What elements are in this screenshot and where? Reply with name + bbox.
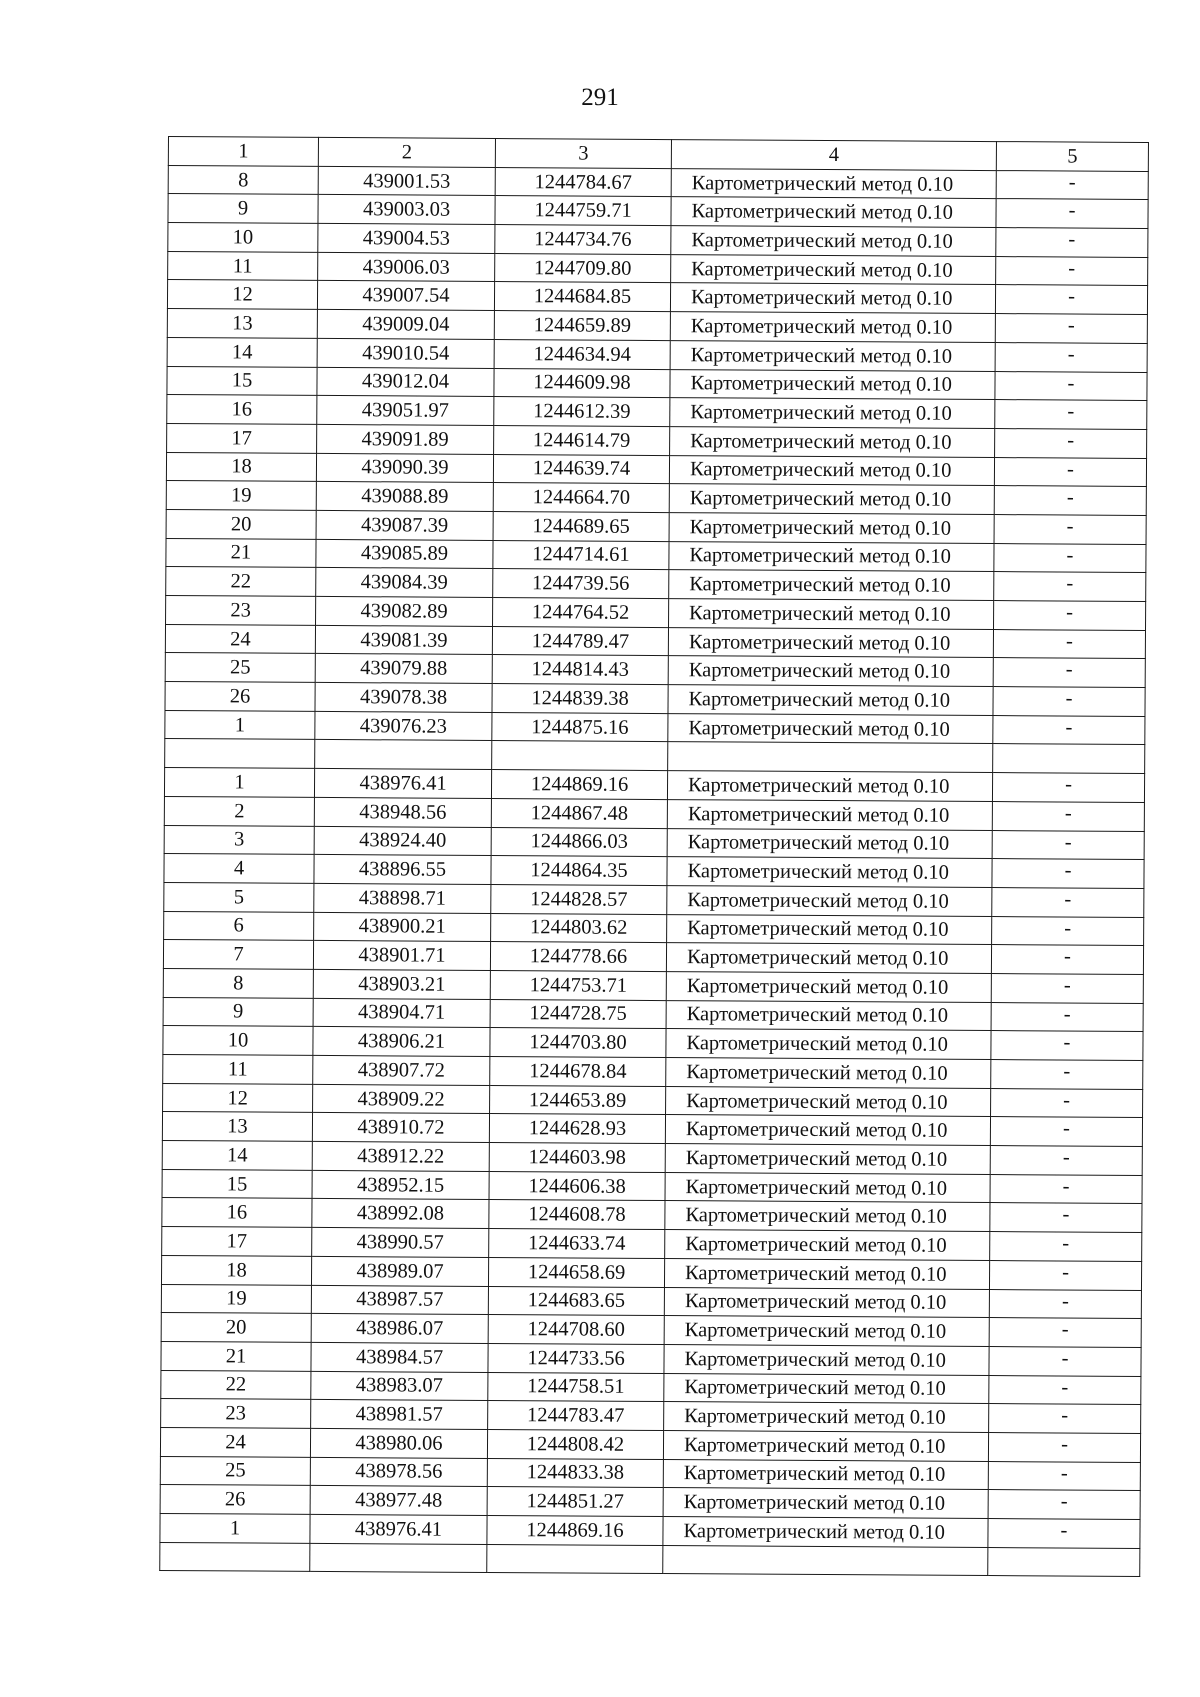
method-cell: Картометрический метод 0.10: [666, 1086, 991, 1117]
y-coordinate-cell: 1244875.16: [492, 712, 668, 742]
x-coordinate-cell: 439079.88: [315, 654, 492, 684]
x-coordinate-cell: 439091.89: [317, 424, 494, 454]
y-coordinate-cell: 1244709.80: [495, 253, 671, 283]
note-cell: -: [988, 1490, 1140, 1520]
x-coordinate-cell: 438986.07: [311, 1314, 488, 1344]
point-number-cell: 21: [166, 538, 316, 568]
note-cell: -: [993, 658, 1145, 688]
method-cell: Картометрический метод 0.10: [665, 1172, 990, 1203]
y-coordinate-cell: 1244851.27: [487, 1487, 663, 1517]
method-cell: Картометрический метод 0.10: [664, 1373, 989, 1404]
method-cell: Картометрический метод 0.10: [668, 713, 993, 744]
y-coordinate-cell: 1244608.78: [489, 1200, 665, 1230]
point-number-cell: [165, 739, 315, 769]
method-cell: [663, 1545, 988, 1576]
method-cell: Картометрический метод 0.10: [670, 369, 995, 400]
y-coordinate-cell: 1244653.89: [490, 1085, 666, 1115]
note-cell: -: [992, 773, 1144, 803]
header-col-1: 1: [168, 137, 318, 167]
x-coordinate-cell: 438990.57: [312, 1228, 489, 1258]
method-cell: Картометрический метод 0.10: [671, 254, 996, 285]
y-coordinate-cell: 1244689.65: [493, 511, 669, 541]
point-number-cell: 18: [161, 1255, 311, 1285]
header-col-4: 4: [671, 140, 996, 171]
note-cell: -: [996, 170, 1148, 200]
x-coordinate-cell: 439009.04: [317, 310, 494, 340]
point-number-cell: 13: [167, 309, 317, 339]
x-coordinate-cell: 438989.07: [311, 1256, 488, 1286]
note-cell: -: [994, 486, 1146, 516]
y-coordinate-cell: 1244764.52: [493, 597, 669, 627]
note-cell: -: [990, 1203, 1142, 1233]
x-coordinate-cell: 438987.57: [311, 1285, 488, 1315]
note-cell: -: [988, 1461, 1140, 1491]
x-coordinate-cell: 439085.89: [316, 539, 493, 569]
y-coordinate-cell: 1244833.38: [487, 1458, 663, 1488]
x-coordinate-cell: 439003.03: [318, 195, 495, 225]
note-cell: -: [988, 1432, 1140, 1462]
x-coordinate-cell: 439078.38: [315, 682, 492, 712]
method-cell: Картометрический метод 0.10: [667, 828, 992, 859]
y-coordinate-cell: 1244739.56: [493, 569, 669, 599]
note-cell: -: [989, 1318, 1141, 1348]
note-cell: -: [991, 1002, 1143, 1032]
point-number-cell: 22: [166, 567, 316, 597]
point-number-cell: 15: [162, 1169, 312, 1199]
method-cell: Картометрический метод 0.10: [670, 398, 995, 429]
y-coordinate-cell: 1244606.38: [489, 1171, 665, 1201]
x-coordinate-cell: 438896.55: [314, 855, 491, 885]
note-cell: -: [991, 1088, 1143, 1118]
y-coordinate-cell: 1244758.51: [488, 1372, 664, 1402]
method-cell: Картометрический метод 0.10: [664, 1402, 989, 1433]
coordinates-table-container: [159, 136, 1148, 1577]
y-coordinate-cell: 1244733.56: [488, 1343, 664, 1373]
method-cell: Картометрический метод 0.10: [666, 971, 991, 1002]
point-number-cell: 24: [160, 1427, 310, 1457]
point-number-cell: 17: [167, 423, 317, 453]
y-coordinate-cell: 1244628.93: [489, 1114, 665, 1144]
point-number-cell: 20: [166, 509, 316, 539]
note-cell: -: [991, 1060, 1143, 1090]
y-coordinate-cell: 1244612.39: [494, 397, 670, 427]
x-coordinate-cell: 438906.21: [313, 1027, 490, 1057]
note-cell: -: [992, 859, 1144, 889]
point-number-cell: 1: [164, 768, 314, 798]
note-cell: -: [991, 973, 1143, 1003]
x-coordinate-cell: 438984.57: [311, 1342, 488, 1372]
method-cell: Картометрический метод 0.10: [666, 943, 991, 974]
point-number-cell: 20: [161, 1313, 311, 1343]
note-cell: -: [993, 629, 1145, 659]
note-cell: -: [995, 314, 1147, 344]
note-cell: -: [989, 1375, 1141, 1405]
x-coordinate-cell: 438910.72: [312, 1113, 489, 1143]
y-coordinate-cell: 1244633.74: [489, 1229, 665, 1259]
y-coordinate-cell: 1244664.70: [493, 483, 669, 513]
x-coordinate-cell: 439051.97: [317, 396, 494, 426]
note-cell: -: [989, 1260, 1141, 1290]
note-cell: -: [990, 1117, 1142, 1147]
y-coordinate-cell: 1244789.47: [492, 626, 668, 656]
method-cell: Картометрический метод 0.10: [671, 168, 996, 199]
coordinates-table: [159, 136, 1149, 1577]
x-coordinate-cell: 438976.41: [310, 1514, 487, 1544]
method-cell: Картометрический метод 0.10: [670, 283, 995, 314]
note-cell: -: [993, 715, 1145, 745]
note-cell: -: [993, 687, 1145, 717]
x-coordinate-cell: 438977.48: [310, 1486, 487, 1516]
point-number-cell: 11: [163, 1054, 313, 1084]
y-coordinate-cell: 1244734.76: [495, 225, 671, 255]
x-coordinate-cell: 439082.89: [316, 596, 493, 626]
method-cell: Картометрический метод 0.10: [664, 1316, 989, 1347]
point-number-cell: [160, 1542, 310, 1572]
note-cell: -: [992, 801, 1144, 831]
header-col-2: 2: [318, 137, 495, 167]
note-cell: -: [992, 830, 1144, 860]
x-coordinate-cell: 439088.89: [316, 482, 493, 512]
x-coordinate-cell: 438904.71: [313, 998, 490, 1028]
table-row: [160, 1542, 1140, 1577]
x-coordinate-cell: 438903.21: [313, 969, 490, 999]
x-coordinate-cell: 439090.39: [316, 453, 493, 483]
note-cell: -: [991, 1031, 1143, 1061]
y-coordinate-cell: 1244639.74: [493, 454, 669, 484]
method-cell: Картометрический метод 0.10: [666, 1029, 991, 1060]
method-cell: Картометрический метод 0.10: [670, 340, 995, 371]
y-coordinate-cell: 1244703.80: [490, 1028, 666, 1058]
point-number-cell: 25: [160, 1456, 310, 1486]
point-number-cell: 2: [164, 796, 314, 826]
note-cell: -: [989, 1404, 1141, 1434]
method-cell: Картометрический метод 0.10: [671, 226, 996, 257]
method-cell: Картометрический метод 0.10: [663, 1517, 988, 1548]
note-cell: -: [992, 916, 1144, 946]
note-cell: -: [996, 256, 1148, 286]
y-coordinate-cell: 1244659.89: [494, 311, 670, 341]
x-coordinate-cell: 438976.41: [314, 769, 491, 799]
note-cell: -: [995, 371, 1147, 401]
point-number-cell: 15: [167, 366, 317, 396]
point-number-cell: 6: [164, 911, 314, 941]
y-coordinate-cell: 1244714.61: [493, 540, 669, 570]
point-number-cell: 16: [167, 395, 317, 425]
method-cell: Картометрический метод 0.10: [667, 799, 992, 830]
method-cell: Картометрический метод 0.10: [665, 1144, 990, 1175]
y-coordinate-cell: [487, 1544, 663, 1574]
point-number-cell: 5: [164, 882, 314, 912]
note-cell: -: [995, 428, 1147, 458]
header-col-5: 5: [996, 142, 1148, 172]
method-cell: Картометрический метод 0.10: [669, 570, 994, 601]
point-number-cell: 9: [163, 997, 313, 1027]
y-coordinate-cell: [492, 741, 668, 771]
x-coordinate-cell: 439076.23: [315, 711, 492, 741]
y-coordinate-cell: 1244864.35: [491, 856, 667, 886]
method-cell: Картометрический метод 0.10: [671, 197, 996, 228]
note-cell: -: [994, 601, 1146, 631]
method-cell: Картометрический метод 0.10: [669, 599, 994, 630]
x-coordinate-cell: 439010.54: [317, 338, 494, 368]
method-cell: Картометрический метод 0.10: [670, 312, 995, 343]
note-cell: -: [995, 285, 1147, 315]
x-coordinate-cell: 439004.53: [318, 223, 495, 253]
note-cell: -: [996, 228, 1148, 258]
y-coordinate-cell: 1244683.65: [488, 1286, 664, 1316]
y-coordinate-cell: 1244867.48: [491, 798, 667, 828]
note-cell: [988, 1547, 1140, 1577]
point-number-cell: 12: [167, 280, 317, 310]
method-cell: Картометрический метод 0.10: [669, 541, 994, 572]
y-coordinate-cell: 1244869.16: [487, 1515, 663, 1545]
note-cell: -: [990, 1232, 1142, 1262]
method-cell: Картометрический метод 0.10: [664, 1287, 989, 1318]
note-cell: -: [994, 543, 1146, 573]
point-number-cell: 24: [165, 624, 315, 654]
point-number-cell: 26: [160, 1485, 310, 1515]
note-cell: -: [995, 400, 1147, 430]
x-coordinate-cell: 438978.56: [310, 1457, 487, 1487]
table-body: [160, 165, 1149, 1577]
x-coordinate-cell: 438952.15: [312, 1170, 489, 1200]
y-coordinate-cell: 1244603.98: [489, 1143, 665, 1173]
y-coordinate-cell: 1244728.75: [490, 999, 666, 1029]
method-cell: Картометрический метод 0.10: [667, 771, 992, 802]
method-cell: Картометрический метод 0.10: [667, 885, 992, 916]
method-cell: Картометрический метод 0.10: [663, 1430, 988, 1461]
method-cell: Картометрический метод 0.10: [668, 656, 993, 687]
x-coordinate-cell: 438909.22: [313, 1084, 490, 1114]
point-number-cell: 18: [166, 452, 316, 482]
y-coordinate-cell: 1244869.16: [491, 770, 667, 800]
x-coordinate-cell: 438907.72: [313, 1055, 490, 1085]
note-cell: -: [995, 342, 1147, 372]
method-cell: Картометрический метод 0.10: [668, 685, 993, 716]
method-cell: Картометрический метод 0.10: [670, 426, 995, 457]
point-number-cell: 9: [168, 194, 318, 224]
y-coordinate-cell: 1244759.71: [495, 196, 671, 226]
method-cell: Картометрический метод 0.10: [666, 1000, 991, 1031]
note-cell: -: [994, 572, 1146, 602]
x-coordinate-cell: 438901.71: [313, 941, 490, 971]
note-cell: -: [994, 514, 1146, 544]
x-coordinate-cell: [310, 1543, 487, 1573]
y-coordinate-cell: 1244778.66: [490, 942, 666, 972]
y-coordinate-cell: 1244866.03: [491, 827, 667, 857]
y-coordinate-cell: 1244839.38: [492, 684, 668, 714]
point-number-cell: 1: [165, 710, 315, 740]
y-coordinate-cell: 1244783.47: [488, 1401, 664, 1431]
y-coordinate-cell: 1244828.57: [491, 884, 667, 914]
method-cell: Картометрический метод 0.10: [666, 1058, 991, 1089]
point-number-cell: 26: [165, 682, 315, 712]
point-number-cell: 14: [167, 337, 317, 367]
point-number-cell: 22: [161, 1370, 311, 1400]
y-coordinate-cell: 1244808.42: [487, 1429, 663, 1459]
y-coordinate-cell: 1244753.71: [490, 970, 666, 1000]
header-col-3: 3: [495, 139, 671, 169]
method-cell: Картометрический метод 0.10: [667, 857, 992, 888]
method-cell: Картометрический метод 0.10: [668, 627, 993, 658]
note-cell: -: [994, 457, 1146, 487]
point-number-cell: 7: [163, 940, 313, 970]
point-number-cell: 21: [161, 1341, 311, 1371]
point-number-cell: 10: [163, 1026, 313, 1056]
note-cell: -: [990, 1174, 1142, 1204]
point-number-cell: 25: [165, 653, 315, 683]
x-coordinate-cell: 439087.39: [316, 510, 493, 540]
method-cell: Картометрический метод 0.10: [669, 513, 994, 544]
y-coordinate-cell: 1244614.79: [494, 425, 670, 455]
method-cell: Картометрический метод 0.10: [669, 484, 994, 515]
method-cell: Картометрический метод 0.10: [667, 914, 992, 945]
x-coordinate-cell: 438898.71: [314, 883, 491, 913]
point-number-cell: 14: [162, 1141, 312, 1171]
method-cell: Картометрический метод 0.10: [665, 1115, 990, 1146]
x-coordinate-cell: 439006.03: [318, 252, 495, 282]
point-number-cell: 17: [162, 1227, 312, 1257]
note-cell: -: [991, 945, 1143, 975]
x-coordinate-cell: 438900.21: [314, 912, 491, 942]
note-cell: [993, 744, 1145, 774]
note-cell: -: [992, 887, 1144, 917]
y-coordinate-cell: 1244658.69: [488, 1257, 664, 1287]
note-cell: -: [989, 1346, 1141, 1376]
point-number-cell: 13: [162, 1112, 312, 1142]
x-coordinate-cell: 438912.22: [312, 1141, 489, 1171]
method-cell: Картометрический метод 0.10: [665, 1201, 990, 1232]
method-cell: Картометрический метод 0.10: [664, 1344, 989, 1375]
note-cell: -: [990, 1146, 1142, 1176]
method-cell: [668, 742, 993, 773]
y-coordinate-cell: 1244803.62: [491, 913, 667, 943]
point-number-cell: 19: [161, 1284, 311, 1314]
point-number-cell: 8: [163, 968, 313, 998]
point-number-cell: 19: [166, 481, 316, 511]
point-number-cell: 12: [163, 1083, 313, 1113]
point-number-cell: 4: [164, 854, 314, 884]
x-coordinate-cell: [315, 740, 492, 770]
x-coordinate-cell: 438981.57: [311, 1400, 488, 1430]
point-number-cell: 23: [161, 1399, 311, 1429]
point-number-cell: 8: [168, 165, 318, 195]
y-coordinate-cell: 1244634.94: [494, 339, 670, 369]
y-coordinate-cell: 1244708.60: [488, 1315, 664, 1345]
x-coordinate-cell: 438924.40: [314, 826, 491, 856]
point-number-cell: 11: [168, 251, 318, 281]
y-coordinate-cell: 1244609.98: [494, 368, 670, 398]
method-cell: Картометрический метод 0.10: [669, 455, 994, 486]
x-coordinate-cell: 439081.39: [315, 625, 492, 655]
x-coordinate-cell: 438980.06: [310, 1428, 487, 1458]
x-coordinate-cell: 438983.07: [311, 1371, 488, 1401]
method-cell: Картометрический метод 0.10: [663, 1459, 988, 1490]
x-coordinate-cell: 439012.04: [317, 367, 494, 397]
x-coordinate-cell: 439001.53: [318, 166, 495, 196]
note-cell: -: [989, 1289, 1141, 1319]
point-number-cell: 23: [166, 595, 316, 625]
point-number-cell: 16: [162, 1198, 312, 1228]
point-number-cell: 1: [160, 1513, 310, 1543]
x-coordinate-cell: 438992.08: [312, 1199, 489, 1229]
method-cell: Картометрический метод 0.10: [663, 1488, 988, 1519]
page-number: 291: [581, 84, 619, 111]
point-number-cell: 10: [168, 223, 318, 253]
x-coordinate-cell: 438948.56: [314, 797, 491, 827]
x-coordinate-cell: 439007.54: [317, 281, 494, 311]
y-coordinate-cell: 1244814.43: [492, 655, 668, 685]
note-cell: -: [988, 1519, 1140, 1549]
method-cell: Картометрический метод 0.10: [664, 1258, 989, 1289]
y-coordinate-cell: 1244684.85: [494, 282, 670, 312]
y-coordinate-cell: 1244678.84: [490, 1056, 666, 1086]
note-cell: -: [996, 199, 1148, 229]
method-cell: Картометрический метод 0.10: [665, 1230, 990, 1261]
point-number-cell: 3: [164, 825, 314, 855]
x-coordinate-cell: 439084.39: [316, 568, 493, 598]
y-coordinate-cell: 1244784.67: [495, 167, 671, 197]
